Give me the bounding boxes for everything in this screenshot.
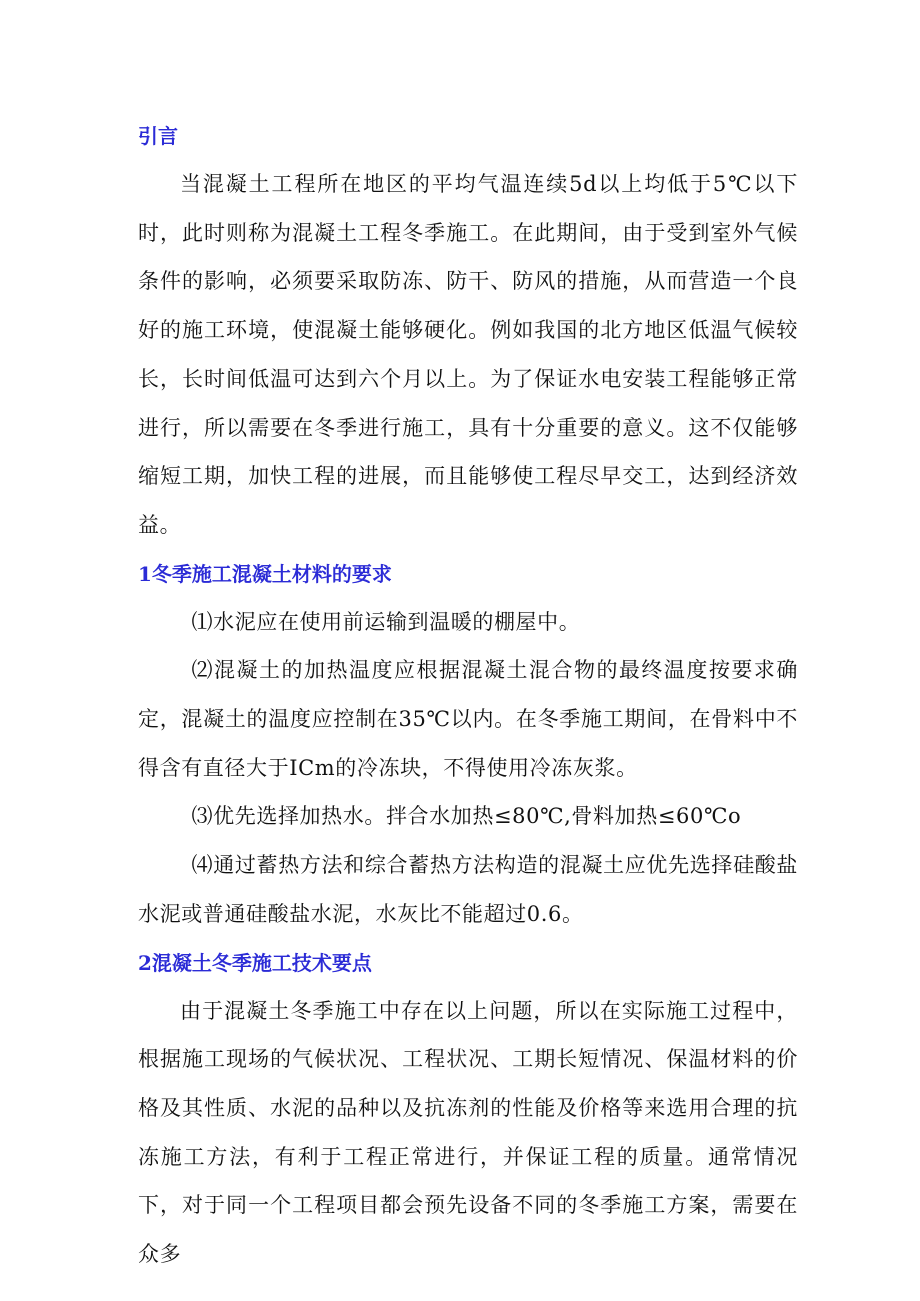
intro-paragraph: 当混凝土工程所在地区的平均气温连续5d以上均低于5℃以下时，此时则称为混凝土工程冬季施工。在此期间，由于受到室外气候条件的影响，必须要采取防冻、防干、防风的措施，从而营造一个良好的施工环境，使混凝土能够硬化。例如我国的北方地区低温气候较长，长时间低温可达到六个月以上。为了保证水电安装工程能够正常进行，所以需要在冬季进行施工，具有十分重要的意义。这不仅能够缩短工期，加快工程的进展，而且能够使工程尽早交工，达到经济效益。 (138, 172, 798, 537)
materials-item-4: ⑷通过蓄热方法和综合蓄热方法构造的混凝土应优先选择硅酸盐水泥或普通硅酸盐水泥，水灰比不能超过0.6。 (138, 853, 798, 926)
section-heading-techniques: 2混凝土冬季施工技术要点 (138, 950, 372, 975)
section-heading-intro: 引言 (138, 124, 178, 148)
techniques-paragraph: 由于混凝土冬季施工中存在以上问题，所以在实际施工过程中，根据施工现场的气候状况、工程状况、工期长短情况、保温材料的价格及其性质、水泥的品种以及抗冻剂的性能及价格等来选用合理的抗冻施工方法，有利于工程正常进行，并保证工程的质量。通常情况下，对于同一个工程项目都会预先设备不同的冬季施工方案，需要在众多 (138, 998, 798, 1267)
document-body (138, 112, 798, 1279)
materials-item-3: ⑶优先选择加热水。拌合水加热≤80℃,骨料加热≤60℃o (191, 804, 742, 829)
materials-item-2: ⑵混凝土的加热温度应根据混凝土混合物的最终温度按要求确定，混凝土的温度应控制在35℃以内。在冬季施工期间，在骨料中不得含有直径大于ICm的冷冻块，不得使用冷冻灰浆。 (138, 658, 798, 780)
materials-item-1: ⑴水泥应在使用前运输到温暖的棚屋中。 (191, 609, 581, 634)
section-heading-materials: 1冬季施工混凝土材料的要求 (138, 561, 392, 586)
